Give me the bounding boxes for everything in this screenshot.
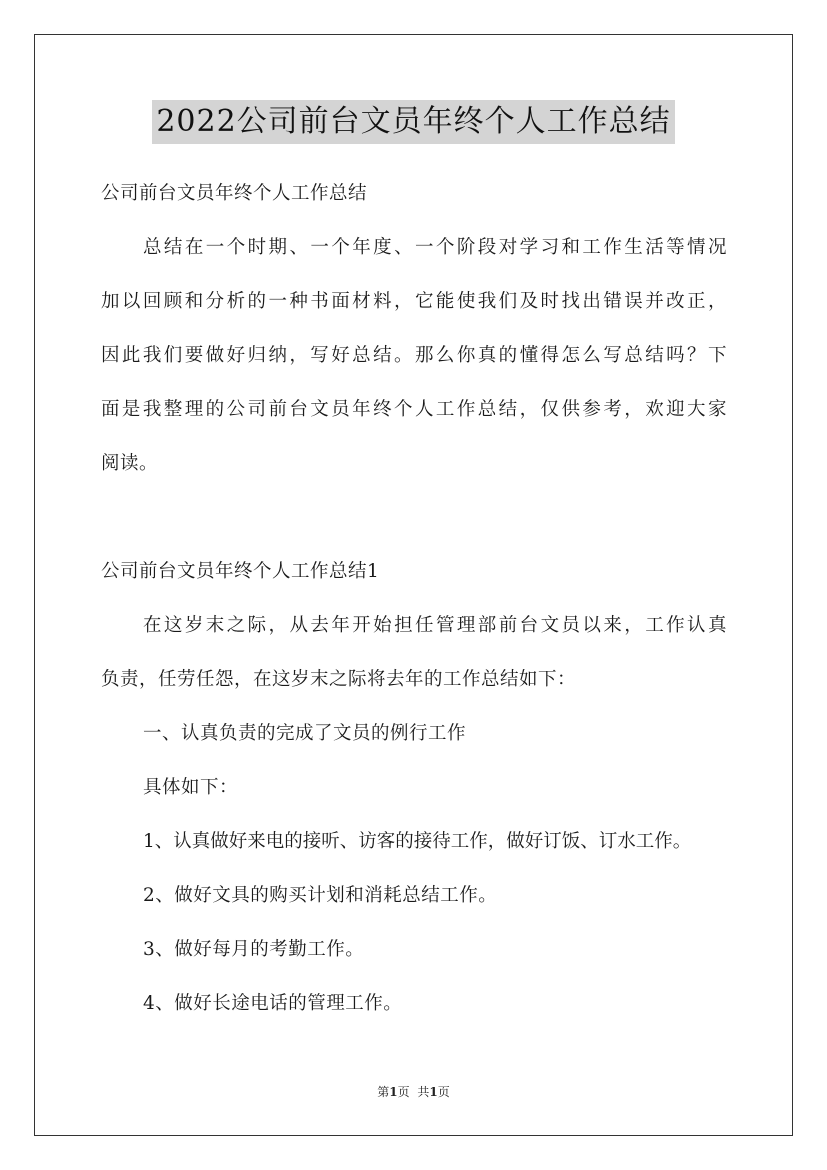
section-heading: 公司前台文员年终个人工作总结1 [101,561,380,582]
item-heading: 一、认真负责的完成了文员的例行工作 [143,723,467,744]
list-item-2: 2、做好文具的购买计划和消耗总结工作。 [143,885,498,906]
section-line-1: 在这岁末之际，从去年开始担任管理部前台文员以来，工作认真 [143,615,727,636]
footer-page-label: 页 [397,1085,410,1099]
footer-page-prefix: 第 [377,1085,390,1099]
document-title-text: 2022公司前台文员年终个人工作总结 [152,100,674,144]
list-item-4: 4、做好长途电话的管理工作。 [143,993,403,1014]
footer-total-label: 页 [437,1085,450,1099]
intro-line-1: 总结在一个时期、一个年度、一个阶段对学习和工作生活等情况 [143,237,727,258]
page-footer [0,1084,827,1100]
list-item-3: 3、做好每月的考勤工作。 [143,939,365,960]
footer-page-current: 1 [389,1085,398,1099]
document-subtitle: 公司前台文员年终个人工作总结 [101,183,368,204]
intro-line-4: 面是我整理的公司前台文员年终个人工作总结，仅供参考，欢迎大家 [101,399,727,420]
intro-line-2: 加以回顾和分析的一种书面材料，它能使我们及时找出错误并改正， [101,291,727,312]
intro-line-3: 因此我们要做好归纳，写好总结。那么你真的懂得怎么写总结吗？下 [101,345,727,366]
footer-page-total: 1 [429,1085,438,1099]
section-line-2: 负责，任劳任怨，在这岁末之际将去年的工作总结如下： [101,669,577,690]
intro-line-5: 阅读。 [101,453,159,474]
list-item-1: 1、认真做好来电的接听、访客的接待工作，做好订饭、订水工作。 [143,831,692,852]
document-title [0,100,827,144]
footer-total-prefix: 共 [417,1085,430,1099]
item-intro: 具体如下： [143,777,239,798]
